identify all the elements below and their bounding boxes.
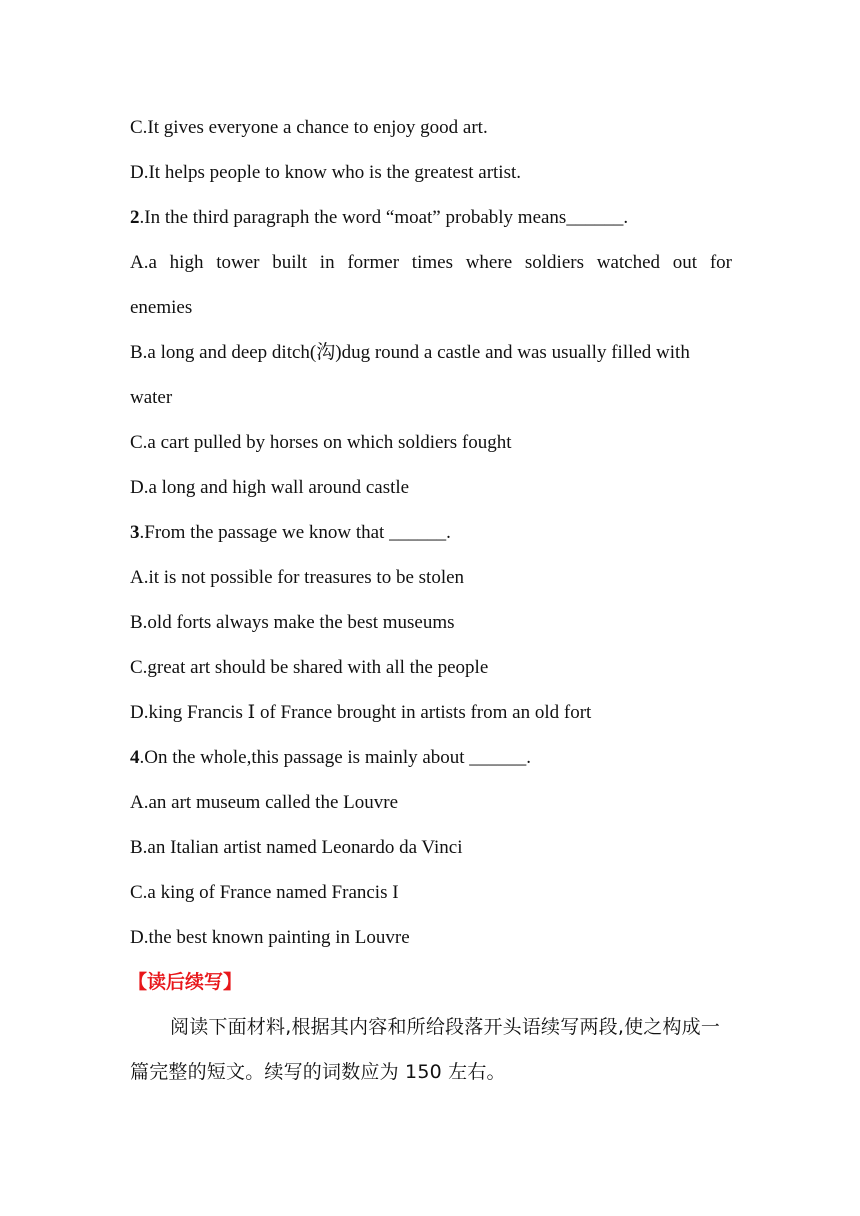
q2-stem-text: .In the third paragraph the word “moat” probably means______. xyxy=(139,207,629,228)
q4-option-b: B.an Italian artist named Leonardo da Vinci xyxy=(130,837,463,858)
q2-option-c: C.a cart pulled by horses on which soldiers fought xyxy=(130,432,512,453)
section-heading: 【读后续写】 xyxy=(128,971,243,993)
q3-number: 3 xyxy=(130,522,140,543)
q3-option-c: C.great art should be shared with all the people xyxy=(130,657,489,678)
q1-option-d: D.It helps people to know who is the greatest artist. xyxy=(130,162,522,183)
q3-option-b: B.old forts always make the best museums xyxy=(130,612,455,633)
q2-option-b-line2: water xyxy=(130,387,173,408)
section-instruction: 阅读下面材料,根据其内容和所给段落开头语续写两段,使之构成一篇完整的短文。续写的词数应为 150 左右。 xyxy=(130,1016,721,1083)
q1-option-c: C.It gives everyone a chance to enjoy good art. xyxy=(130,117,488,138)
q2-option-a-line2: enemies xyxy=(130,297,193,318)
q4-option-c: C.a king of France named Francis I xyxy=(130,882,399,903)
q4-stem xyxy=(130,735,732,780)
q4-option-a: A.an art museum called the Louvre xyxy=(130,792,399,813)
q4-option-d: D.the best known painting in Louvre xyxy=(130,927,410,948)
q2-option-a-line1: A.a high tower built in former times where soldiers watched out for xyxy=(130,252,732,273)
q2-stem xyxy=(130,195,732,240)
q3-option-d: D.king Francis Ⅰ of France brought in artists from an old fort xyxy=(130,702,592,723)
q4-number: 4 xyxy=(130,747,140,768)
q3-stem-text: .From the passage we know that ______. xyxy=(139,522,451,543)
q3-stem xyxy=(130,510,732,555)
q3-option-a: A.it is not possible for treasures to be stolen xyxy=(130,567,465,588)
q2-option-b-line1: B.a long and deep ditch(沟)dug round a castle and was usually filled with xyxy=(130,342,690,363)
document-page xyxy=(130,105,732,1095)
q2-number: 2 xyxy=(130,207,140,228)
q2-option-d: D.a long and high wall around castle xyxy=(130,477,410,498)
q4-stem-text: .On the whole,this passage is mainly about ______. xyxy=(139,747,532,768)
